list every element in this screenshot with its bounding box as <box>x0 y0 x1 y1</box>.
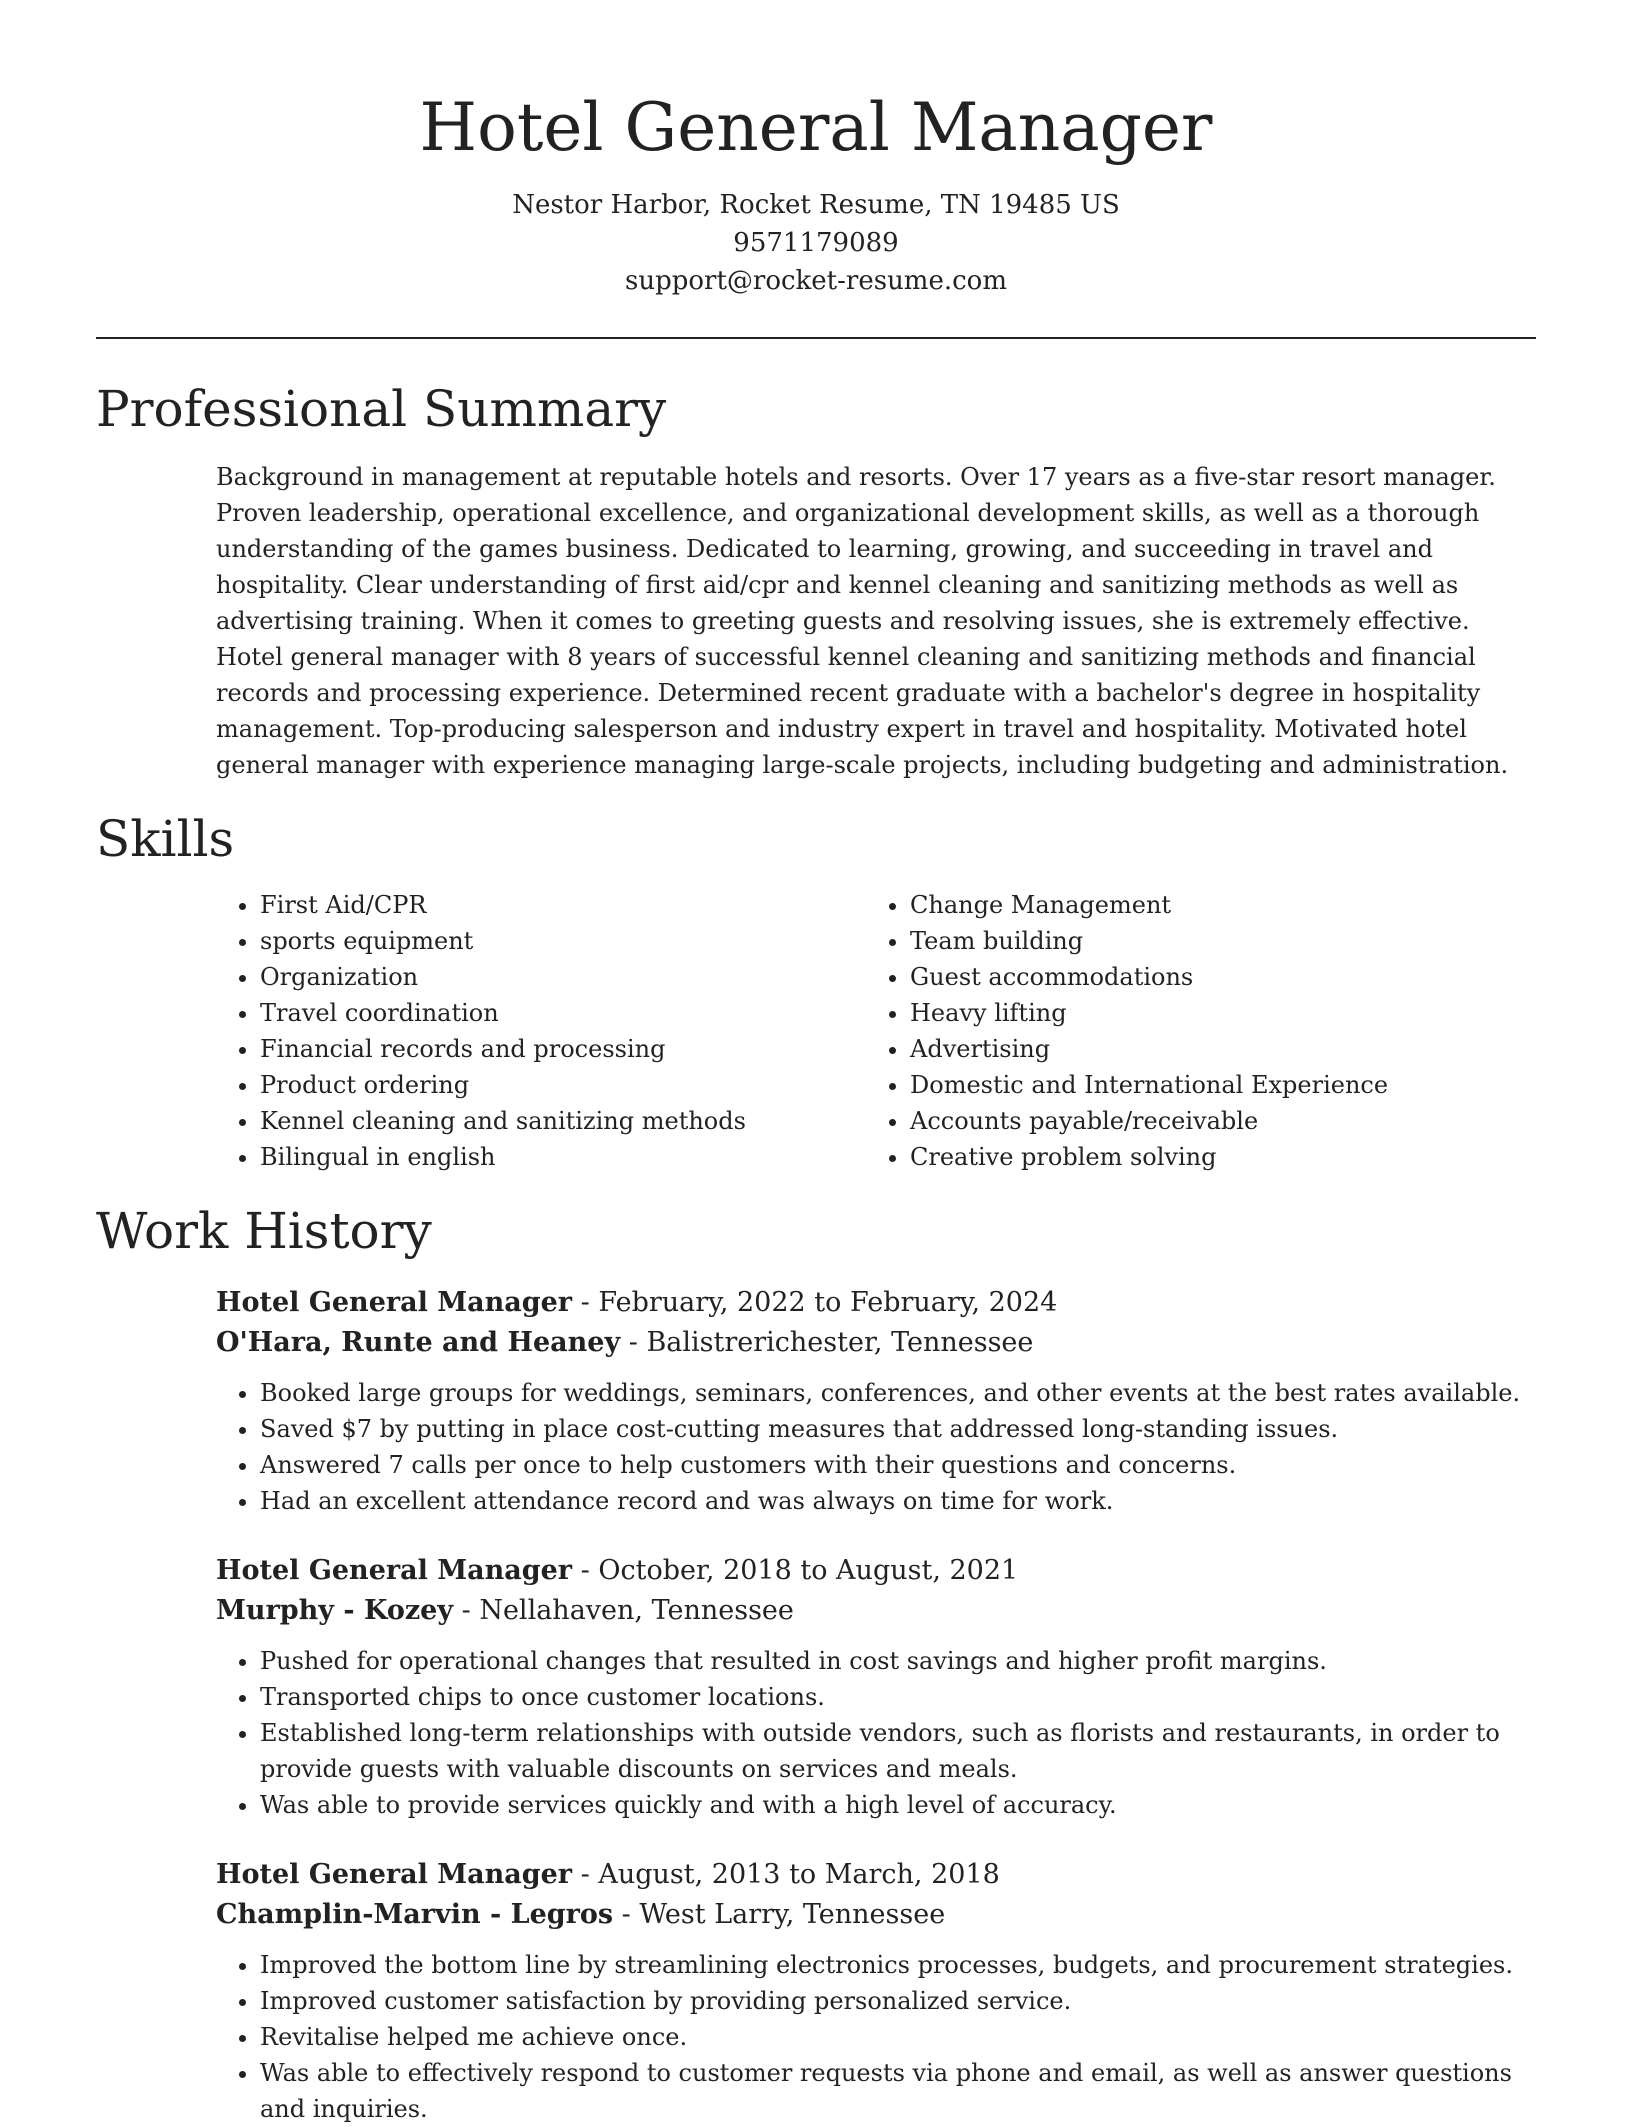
summary-heading: Professional Summary <box>96 380 667 438</box>
summary-text: Background in management at reputable hotels and resorts. Over 17 years as a five-star resort manager. Proven leadership, operational excellence, and organizational development skills, as well as a thorough understanding of the games business. Dedicated to learning, growing, and succeeding in travel and hospitality. Clear understanding of first aid/cpr and kennel cleaning and sanitizing methods as well as advertising training. When it comes to greeting guests and resolving issues, she is extremely effective. Hotel general manager with 8 years of successful kennel cleaning and sanitizing methods and financial records and processing experience. Determined recent graduate with a bachelor's degree in hospitality management. Top-producing salesperson and industry expert in travel and hospitality. Motivated hotel general manager with experience managing large-scale projects, including budgeting and administration. <box>216 463 1509 779</box>
skill-item: • Organization <box>260 959 866 995</box>
job-bullet: • Improved customer satisfaction by providing personalized service. <box>260 1983 1536 2019</box>
job-entry <box>216 1855 1536 2127</box>
job-dates: October, 2018 to August, 2021 <box>598 1555 1019 1586</box>
skill-item: • sports equipment <box>260 923 866 959</box>
work-history-heading: Work History <box>96 1202 432 1260</box>
job-dates: February, 2022 to February, 2024 <box>598 1287 1058 1318</box>
job-title-line <box>216 1283 1536 1323</box>
skill-item: • Heavy lifting <box>910 995 1516 1031</box>
separator: - <box>572 1555 599 1586</box>
job-title: Hotel General Manager <box>216 1287 573 1318</box>
job-location: Balistrerichester, Tennessee <box>646 1327 1034 1358</box>
job-bullet: • Was able to effectively respond to customer requests via phone and email, as well as answer questions and inquiries. <box>260 2055 1536 2127</box>
separator: - <box>572 1859 599 1890</box>
skills-column-right <box>866 887 1516 1175</box>
job-title-line <box>216 1551 1536 1591</box>
separator: - <box>613 1899 640 1930</box>
job-bullets <box>216 1643 1536 1823</box>
skill-item: • Creative problem solving <box>910 1139 1516 1175</box>
job-company: Champlin-Marvin - Legros <box>216 1899 614 1930</box>
job-company: Murphy - Kozey <box>216 1595 454 1626</box>
job-bullet: • Revitalise helped me achieve once. <box>260 2019 1536 2055</box>
skill-item: • Accounts payable/receivable <box>910 1103 1516 1139</box>
header-divider <box>96 337 1536 339</box>
skill-item: • Team building <box>910 923 1516 959</box>
job-bullet: • Was able to provide services quickly and with a high level of accuracy. <box>260 1787 1536 1823</box>
job-bullet: • Improved the bottom line by streamlining electronics processes, budgets, and procurement strategies. <box>260 1947 1536 1983</box>
separator: - <box>572 1287 599 1318</box>
skill-item: • Guest accommodations <box>910 959 1516 995</box>
skill-item: • Product ordering <box>260 1067 866 1103</box>
contact-email: support@rocket-resume.com <box>624 266 1007 296</box>
job-bullet: • Saved $7 by putting in place cost-cutting measures that addressed long-standing issues. <box>260 1411 1536 1447</box>
job-bullet: • Answered 7 calls per once to help customers with their questions and concerns. <box>260 1447 1536 1483</box>
job-bullet: • Established long-term relationships with outside vendors, such as florists and restaurants, in order to provide guests with valuable discounts on services and meals. <box>260 1715 1536 1787</box>
separator: - <box>453 1595 480 1626</box>
skill-item: • Domestic and International Experience <box>910 1067 1516 1103</box>
job-location: West Larry, Tennessee <box>639 1899 946 1930</box>
job-title: Hotel General Manager <box>216 1555 573 1586</box>
skill-item: • Bilingual in english <box>260 1139 866 1175</box>
job-bullets <box>216 1947 1536 2127</box>
job-bullets <box>216 1375 1536 1519</box>
contact-block <box>96 186 1536 300</box>
job-company: O'Hara, Runte and Heaney <box>216 1327 621 1358</box>
job-entry <box>216 1283 1536 1519</box>
skill-item: • Financial records and processing <box>260 1031 866 1067</box>
job-bullet: • Had an excellent attendance record and was always on time for work. <box>260 1483 1536 1519</box>
contact-phone: 9571179089 <box>733 228 899 258</box>
separator: - <box>620 1327 647 1358</box>
job-company-line <box>216 1591 1536 1631</box>
job-company-line <box>216 1895 1536 1935</box>
job-bullet: • Transported chips to once customer locations. <box>260 1679 1536 1715</box>
job-bullet: • Pushed for operational changes that resulted in cost savings and higher profit margins. <box>260 1643 1536 1679</box>
skills-grid <box>216 887 1536 1175</box>
skills-heading: Skills <box>96 810 235 868</box>
job-bullet: • Booked large groups for weddings, seminars, conferences, and other events at the best rates available. <box>260 1375 1536 1411</box>
skill-item: • First Aid/CPR <box>260 887 866 923</box>
job-title-line <box>216 1855 1536 1895</box>
resume-page <box>96 0 1536 2127</box>
job-location: Nellahaven, Tennessee <box>479 1595 794 1626</box>
resume-title: Hotel General Manager <box>419 89 1213 166</box>
skill-item: • Travel coordination <box>260 995 866 1031</box>
skills-column-left <box>216 887 866 1175</box>
skill-item: • Kennel cleaning and sanitizing methods <box>260 1103 866 1139</box>
job-entry <box>216 1551 1536 1823</box>
job-title: Hotel General Manager <box>216 1859 573 1890</box>
contact-address: Nestor Harbor, Rocket Resume, TN 19485 US <box>512 190 1120 220</box>
skill-item: • Advertising <box>910 1031 1516 1067</box>
job-dates: August, 2013 to March, 2018 <box>598 1859 1000 1890</box>
skill-item: • Change Management <box>910 887 1516 923</box>
job-company-line <box>216 1323 1536 1363</box>
